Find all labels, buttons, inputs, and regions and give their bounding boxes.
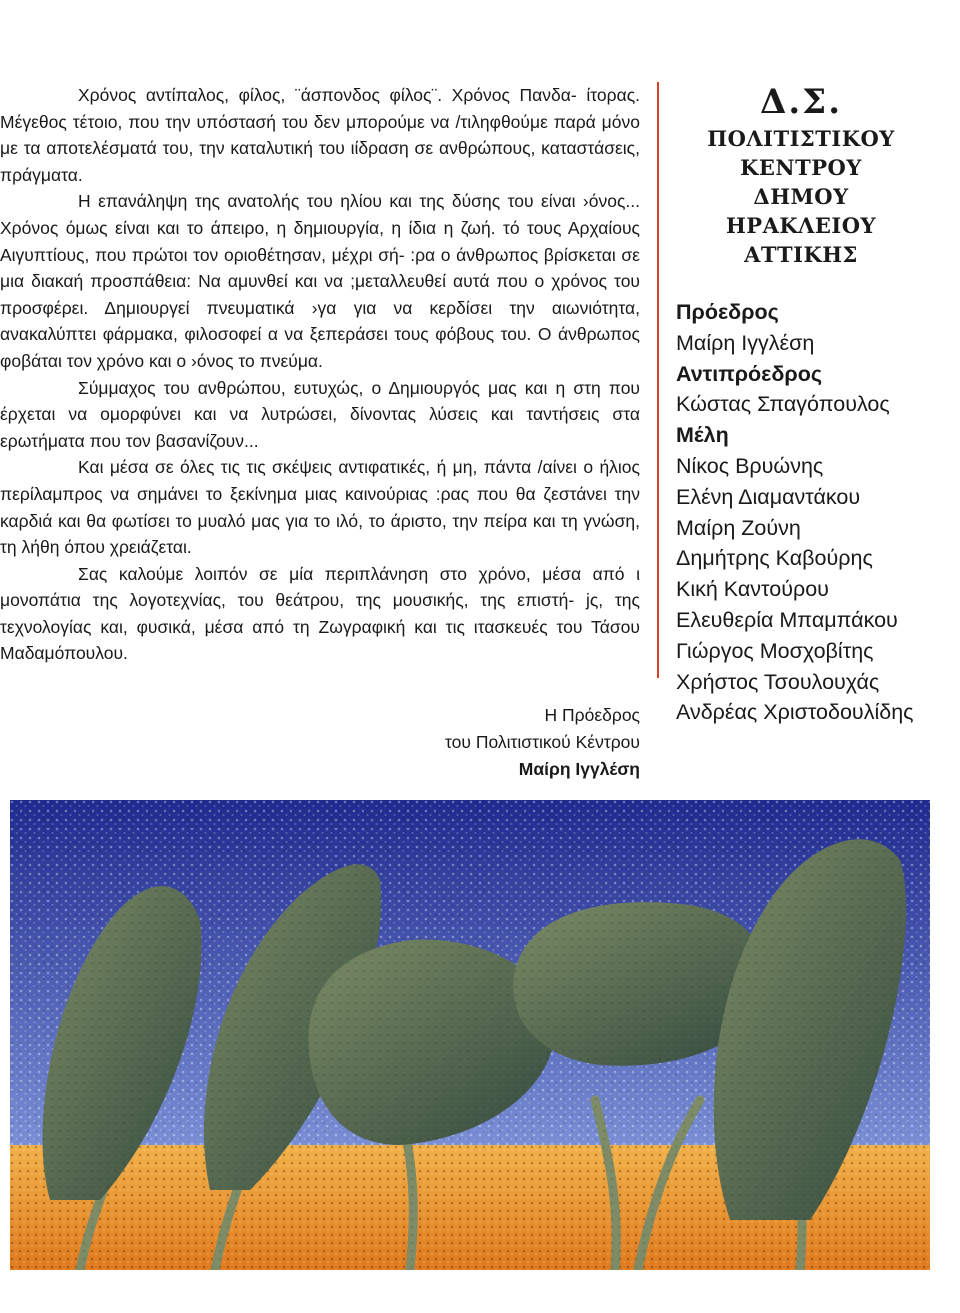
column-divider xyxy=(657,82,659,678)
board-heading-line: ΑΤΤΙΚΗΣ xyxy=(744,242,858,267)
text-line: /τιληφθούμε παρά μόνο με τα αποτελέσματά του, την καταλυτική του xyxy=(0,111,640,159)
text-line: α να ξεπεράσει τους φόβους του. Ο άνθρωπος φοβάται τον χρόνο και ο xyxy=(0,324,640,371)
text-line: ιτασκευές του Τάσου Μαδαμόπουλου. xyxy=(0,616,640,664)
painting-illustration xyxy=(10,800,930,1270)
board-heading xyxy=(676,80,926,269)
text-line: ταντήσεις στα ερωτήματα που τον βασανίζουν... xyxy=(0,404,640,451)
signature-organization: του Πολιτιστικού Κέντρου xyxy=(444,732,640,752)
text-line: ίτορας. Μέγεθος τέτοιο, που την υπόστασή του δεν μπορούμε να xyxy=(0,85,640,132)
roster-member: Ανδρέας Χριστοδουλίδης xyxy=(676,700,914,725)
paragraph xyxy=(0,188,640,374)
roster-member: Νίκος Βρυώνης xyxy=(676,453,824,478)
roster-member: Δημήτρης Καβούρης xyxy=(676,546,873,571)
roster-member: Μαίρη Ζούνη xyxy=(676,515,801,540)
board-heading-line: ΠΟΛΙΤΙΣΤΙΚΟΥ xyxy=(707,126,895,151)
text-line: στη που έρχεται να ομορφύνει και να λυτρώσει, δίνοντας λύσεις και xyxy=(0,377,641,425)
roster-role: Πρόεδρος xyxy=(676,300,779,324)
signature-name: Μαίρη Ιγγλέση xyxy=(518,759,640,779)
text-line: :ρας που θα ζεστάνει την καρδιά και θα φωτίσει το μυαλό μας για το xyxy=(0,483,640,531)
roster-member: Ελένη Διαμαντάκου xyxy=(676,484,861,509)
text-line: ›όνος... Χρόνος όμως είναι και το άπειρο, η δημιουργία, η ίδια η ζωή. xyxy=(0,191,640,238)
roster-role: Μέλη xyxy=(676,423,729,448)
board-abbreviation: Δ.Σ. xyxy=(759,82,843,122)
board-heading-line: ΔΗΜΟΥ ΗΡΑΚΛΕΙΟΥ xyxy=(725,184,877,238)
roster-member: Κική Καντούρου xyxy=(676,577,829,602)
text-line: ›όνος το πνεύμα. xyxy=(191,350,323,371)
roster-role: Αντιπρόεδρος xyxy=(676,361,823,386)
text-line: τό τους Αρχαίους Αιγυπτίους, που πρώτοι τον οριοθέτησαν, μέχρι σή- xyxy=(0,217,640,265)
roster-member: Γιώργος Μοσχοβίτης xyxy=(676,638,874,663)
roster-member: Ελευθερία Μπαμπάκου xyxy=(676,607,898,632)
paragraph xyxy=(0,82,640,188)
text-line: ›γα για να κερδίσει την αιωνιότητα, ανακαλύπτει φάρμακα, φιλοσοφεί xyxy=(0,297,640,345)
text-line: /αίνει ο ήλιος περίλαμπρος να σημάνει το ξεκίνημα μιας καινούριας xyxy=(0,457,640,504)
paragraph xyxy=(0,375,640,455)
trees-painting xyxy=(10,800,930,1270)
paragraph xyxy=(0,561,640,667)
text-line: ;μεταλλευθεί αυτά που ο χρόνος του προσφέρει. Δημιουργεί πνευματικά xyxy=(0,271,640,318)
text-line: Η επανάληψη της ανατολής του ηλίου και της δύσης του είναι xyxy=(78,191,576,212)
roster-member: Χρήστος Τσουλουχάς xyxy=(676,669,880,694)
text-line: Σύμμαχος του ανθρώπου, ευτυχώς, ο Δημιουργός μας και η xyxy=(78,377,566,398)
signature-title: Η Πρόεδρος xyxy=(544,705,640,725)
text-line: Και μέσα σε όλες τις τις σκέψεις αντιφατικές, ή μη, πάντα xyxy=(78,457,532,478)
board-panel xyxy=(676,80,946,728)
board-heading-line: ΚΕΝΤΡΟΥ xyxy=(740,155,862,180)
text-line: ιίδραση σε ανθρώπους, καταστάσεις, πράγματα. xyxy=(0,138,640,185)
text-line: :ρα ο άνθρωπος βρίσκεται σε μια διακαή προσπάθεια: Να αμυνθεί και να xyxy=(0,244,640,292)
roster-member: Κώστας Σπαγόπουλος xyxy=(676,392,890,417)
text-line: ϳς, της τεχνολογίας και, φυσικά, μέσα από τη Ζωγραφική και τις xyxy=(0,590,640,637)
text-line: Σας καλούμε λοιπόν σε μία περιπλάνηση στο χρόνο, μέσα από xyxy=(78,563,625,584)
roster-member: Μαίρη Ιγγλέση xyxy=(676,330,815,355)
signature-block xyxy=(445,702,640,783)
text-line: ι μονοπάτια της λογοτεχνίας, του θεάτρου, της μουσικής, της επιστή- xyxy=(0,563,640,611)
paragraph xyxy=(0,454,640,560)
board-roster xyxy=(676,297,946,728)
text-line: ιλό, το άριστο, την πείρα και τη γνώση, τη λήθη όπου χρειάζεται. xyxy=(0,510,640,558)
text-line: Χρόνος αντίπαλος, φίλος, ¨άσπονδος φίλος¨. Χρόνος Πανδα- xyxy=(78,85,577,105)
article-body xyxy=(0,82,640,667)
